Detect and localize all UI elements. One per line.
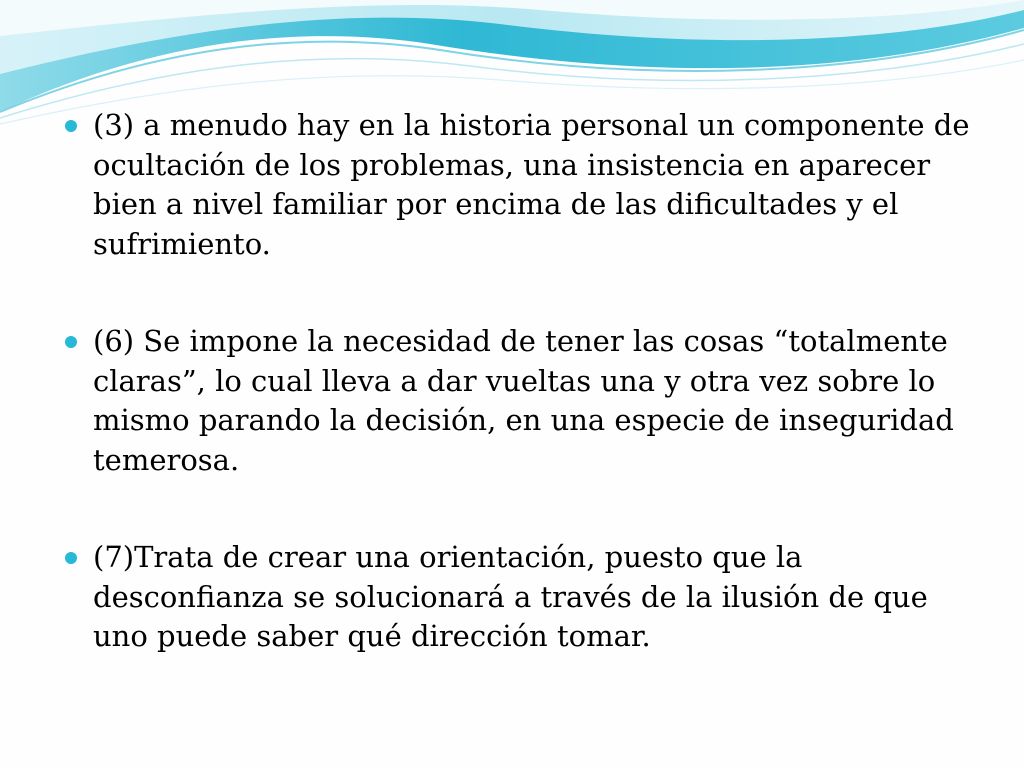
bullet-item [64, 538, 984, 657]
bullet-dot-icon [65, 552, 77, 564]
bullet-text: (6) Se impone la necesidad de tener las cosas “totalmente claras”, lo cual lleva a dar vueltas una y otra vez sobre lo mismo parando la decisión, en una especie de inseguridad temerosa. [93, 324, 954, 477]
bullet-text: (3) a menudo hay en la historia personal un componente de ocultación de los problemas, una insistencia en aparecer bien a nivel familiar por encima de las dificultades y el sufrimiento. [93, 108, 970, 261]
bullet-item [64, 322, 984, 480]
bullet-dot-icon [65, 336, 77, 348]
bullet-dot-icon [65, 120, 77, 132]
bullet-text: (7)Trata de crear una orientación, puesto que la desconfianza se solucionará a través de la ilusión de que uno puede saber qué dirección tomar. [93, 540, 928, 653]
bullet-list [64, 106, 984, 657]
bullet-item [64, 106, 984, 264]
